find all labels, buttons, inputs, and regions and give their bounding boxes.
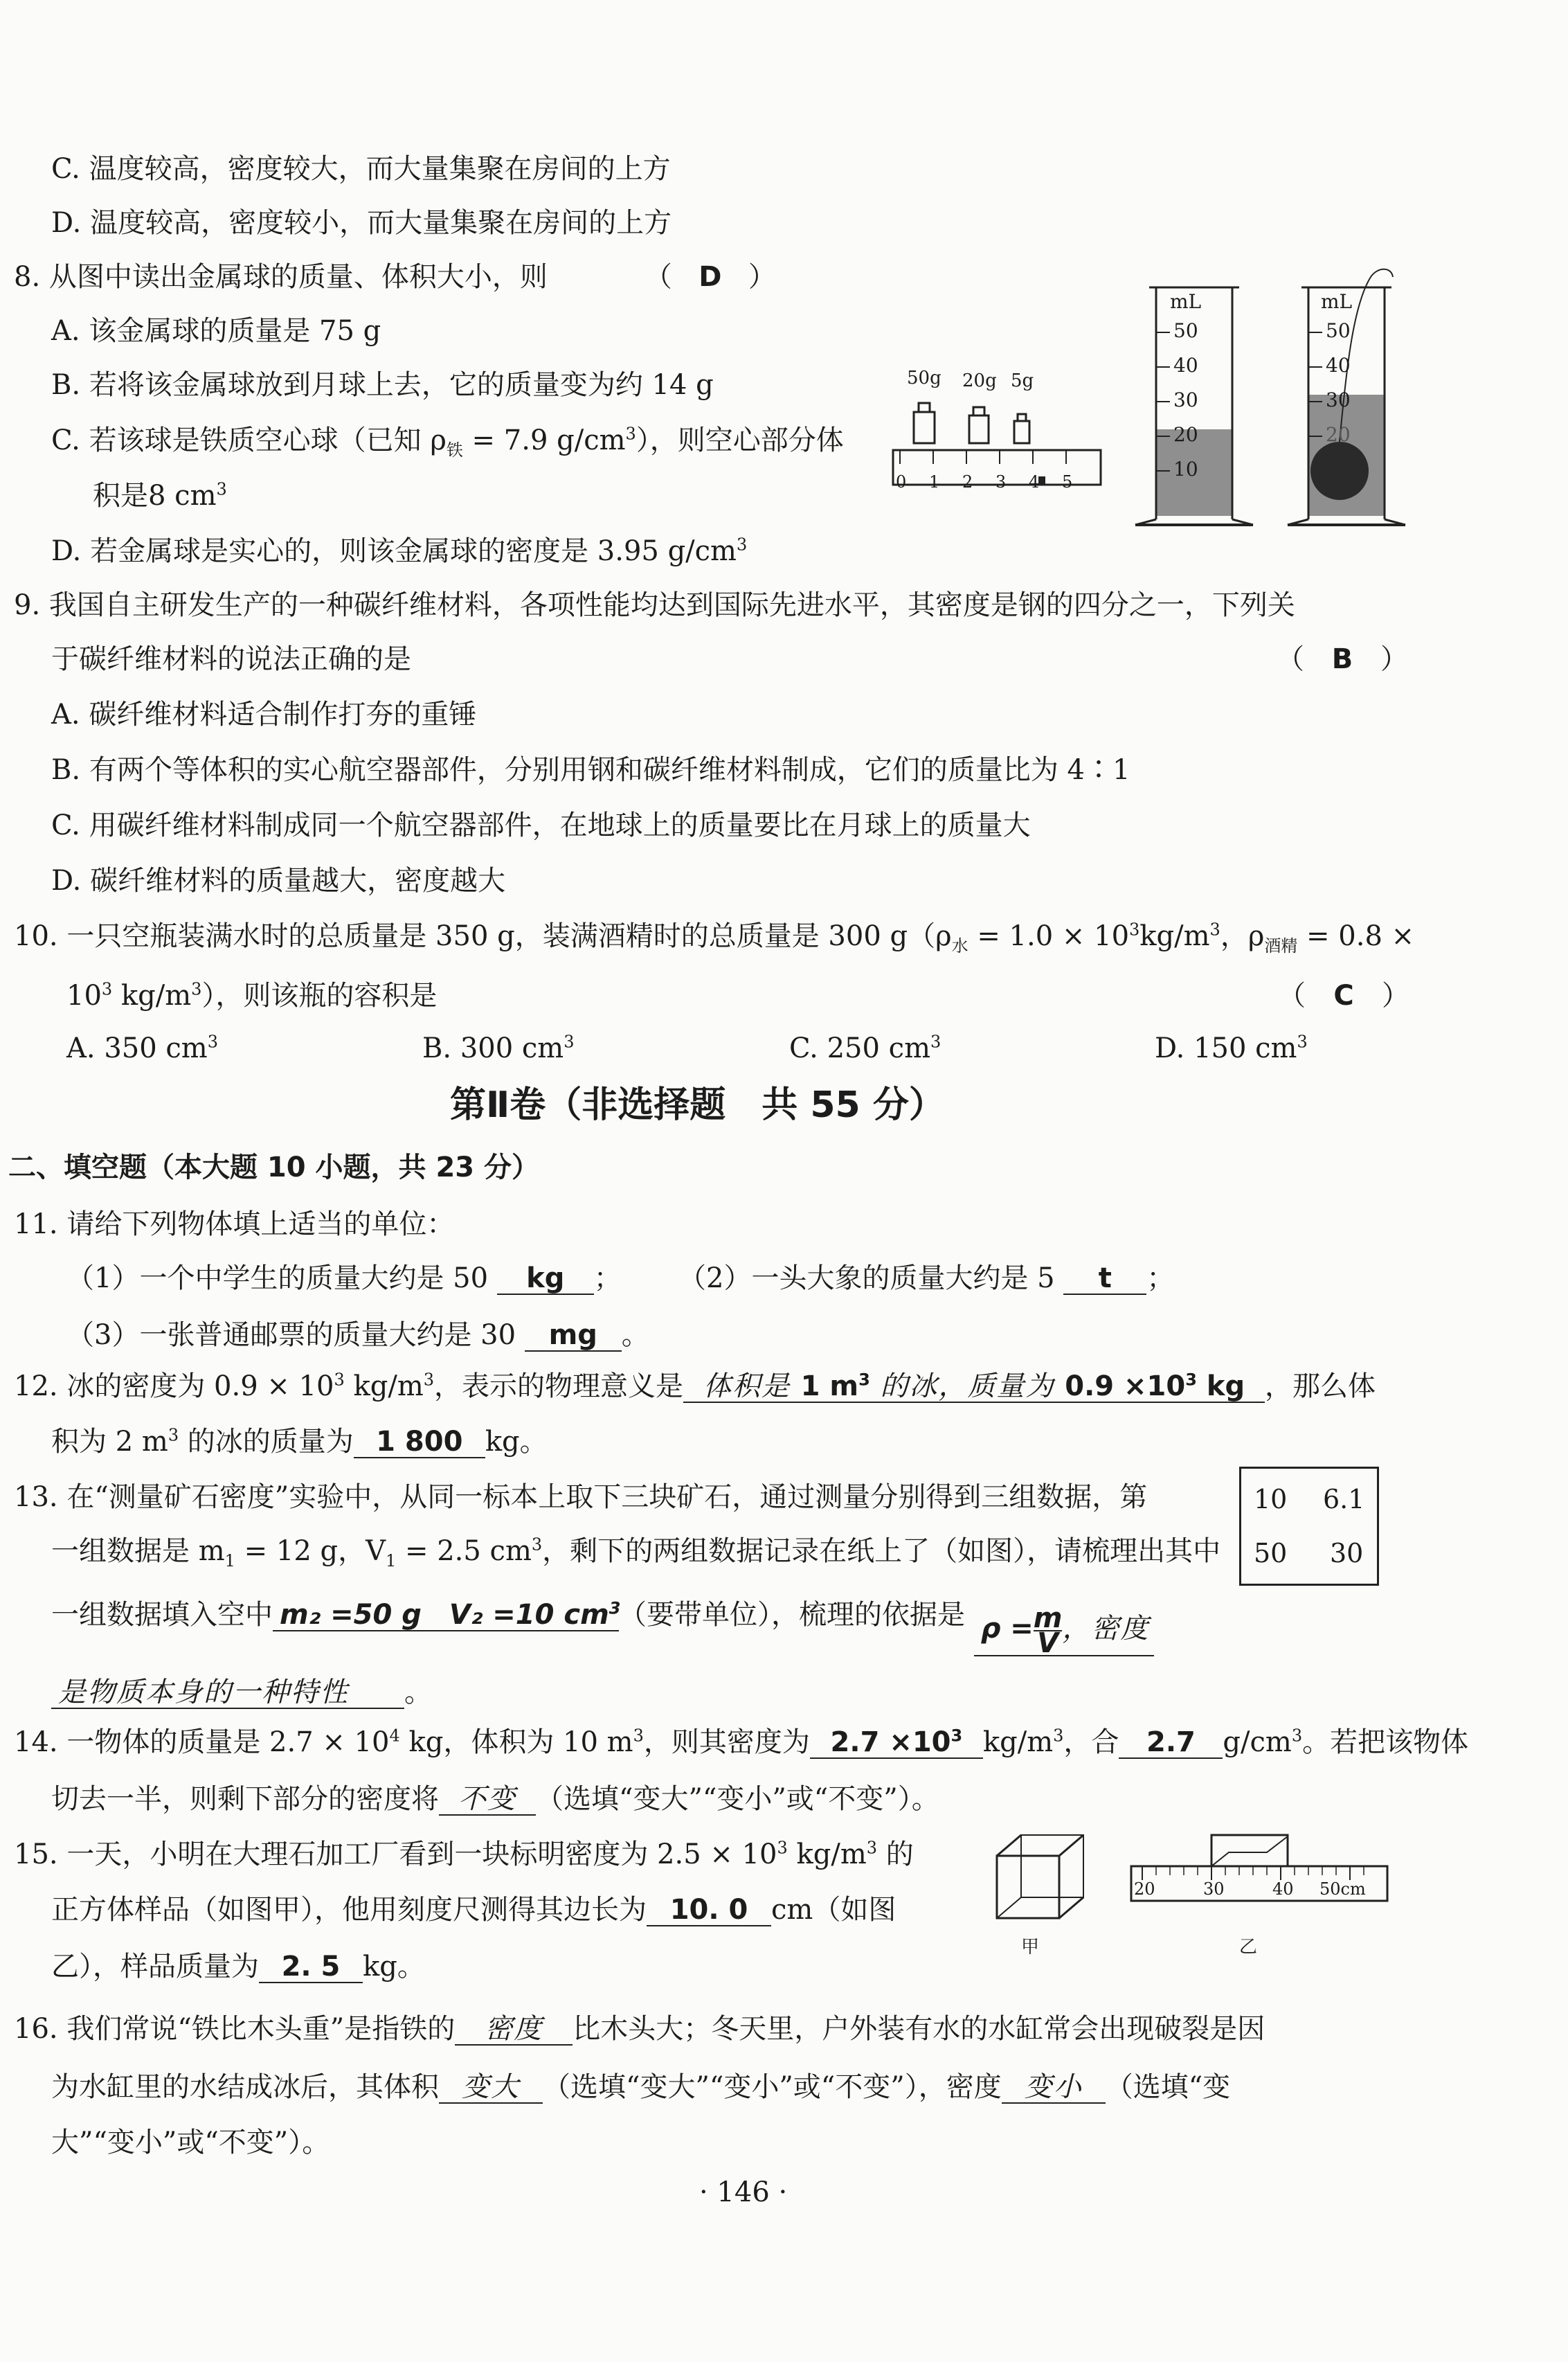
q13-answer-3: 是物质本身的一种特性 xyxy=(51,1677,404,1709)
q13-line-3: 一组数据填入空中 m₂ =50 g V₂ =10 $cm^3$（要带单位），梳理的依据是 ρ = $\frac{m}{V}$ ，密度 xyxy=(51,1593,1154,1643)
q10-stem-2: $10^3$ $kg/m^3$），则该瓶的容积是 （ C ） xyxy=(66,978,1409,1014)
balance-figure xyxy=(886,360,1115,499)
scale-tick: 4 xyxy=(1029,472,1040,492)
weight-50g-label: 50g xyxy=(907,368,941,388)
q15-line-3: 乙），样品质量为 2. 5 kg。 xyxy=(51,1951,425,1983)
scale-tick: 0 xyxy=(896,472,907,492)
q16-answer-2: 变大 xyxy=(439,2072,543,2104)
fig-label-a: 甲 xyxy=(1021,1937,1040,1958)
ruler-tick: 50cm xyxy=(1319,1879,1366,1899)
cyl2-tick: 40 xyxy=(1326,354,1351,377)
q15-line-2: 正方体样品（如图甲），他用刻度尺测得其边长为 10. 0 cm（如图 xyxy=(51,1894,896,1926)
q8-option-d: D. 若金属球是实心的，则该金属球的密度是 3.95 $g/cm^3$ xyxy=(51,535,748,567)
q11-answer-3: mg xyxy=(525,1320,622,1352)
q15-line-1: 15. 一天，小明在大理石加工厂看到一块标明密度为 $2.5 \times 10^3$ $kg/m^3$ 的 xyxy=(14,1838,914,1870)
q16-answer-3: 变小 xyxy=(1002,2072,1106,2104)
q10-option-b: B. 300 $cm^3$ xyxy=(422,1032,575,1064)
q15-answer-2: 2. 5 xyxy=(259,1951,363,1983)
q11-stem: 11. 请给下列物体填上适当的单位： xyxy=(14,1208,455,1240)
q10-answer: C xyxy=(1333,980,1354,1012)
scale-tick: 1 xyxy=(929,472,940,492)
cyl-tick: 50 xyxy=(1173,319,1198,342)
q12-line-1: 12. 冰的密度为 $0.9 \times 10^3$ $kg/m^3$，表示的物理意义是 体积是 1 $m^3$ 的冰，质量为 $0.9 \times 10^3$ kg ，那么体 xyxy=(14,1370,1376,1402)
cylinder-water xyxy=(1121,270,1260,540)
cyl-unit: mL xyxy=(1170,290,1202,313)
q9-option-d: D. 碳纤维材料的质量越大，密度越大 xyxy=(51,865,506,897)
cyl2-tick: 50 xyxy=(1326,319,1351,342)
box-value: 10 xyxy=(1254,1484,1288,1514)
q9-option-c: C. 用碳纤维材料制成同一个航空器部件，在地球上的质量要比在月球上的质量大 xyxy=(51,809,1031,841)
box-value: 6.1 xyxy=(1323,1484,1365,1514)
q8-option-c: C. 若该球是铁质空心球（已知 $\rho_铁 = 7.9$ $g/cm^3$），则空心部分体 xyxy=(51,424,844,460)
q14-answer-1: $2.7 \times 10^3$ xyxy=(810,1727,983,1759)
q13-line-1: 13. 在“测量矿石密度”实验中，从同一标本上取下三块矿石，通过测量分别得到三组数据，第 xyxy=(14,1481,1148,1513)
fig-label-b: 乙 xyxy=(1239,1937,1258,1958)
q9-stem-2: 于碳纤维材料的说法正确的是 （ B ） xyxy=(51,641,1408,677)
q10-option-d: D. 150 $cm^3$ xyxy=(1155,1032,1308,1064)
scale-tick: 3 xyxy=(995,472,1007,492)
cyl-tick: 10 xyxy=(1173,458,1198,481)
q8-option-b: B. 若将该金属球放到月球上去，它的质量变为约 14 g xyxy=(51,369,714,401)
q16-answer-1: 密度 xyxy=(455,2014,573,2046)
cyl-tick: 20 xyxy=(1173,423,1198,446)
cyl2-tick: 30 xyxy=(1326,388,1351,411)
q11-part2: （2）一头大象的质量大约是 5 t ； xyxy=(678,1262,1175,1294)
q13-line-4: 是物质本身的一种特性 。 xyxy=(51,1674,432,1710)
q11-answer-1: kg xyxy=(497,1263,594,1295)
q12-answer-2: 1 800 xyxy=(354,1426,485,1458)
ruler-tick: 30 xyxy=(1203,1879,1225,1899)
q8-option-a: A. 该金属球的质量是 75 g xyxy=(51,315,381,347)
q15-answer-1: 10. 0 xyxy=(647,1895,771,1926)
q12-line-2: 积为 2 $m^3$ 的冰的质量为 1 800 kg。 xyxy=(51,1425,548,1458)
box-value: 30 xyxy=(1330,1538,1364,1568)
q11-part3: （3）一张普通邮票的质量大约是 30 mg 。 xyxy=(66,1319,649,1351)
box-value: 50 xyxy=(1254,1538,1288,1568)
q8-stem: 8. 从图中读出金属球的质量、体积大小，则 （ D ） xyxy=(14,259,776,295)
q13-data-box xyxy=(1239,1467,1379,1586)
q9-stem-1: 9. 我国自主研发生产的一种碳纤维材料，各项性能均达到国际先进水平，其密度是钢的四分之一，下列关 xyxy=(14,589,1295,621)
scale-tick: 5 xyxy=(1062,472,1073,492)
q8-option-c-cont: 积是8 $cm^3$ xyxy=(93,479,227,512)
section-heading: 二、填空题（本大题 10 小题，共 23 分） xyxy=(8,1152,540,1183)
q9-option-a: A. 碳纤维材料适合制作打夯的重锤 xyxy=(51,699,477,731)
q12-answer-1: 体积是 1 $m^3$ 的冰，质量为 $0.9 \times 10^3$ kg xyxy=(683,1371,1265,1403)
q7-option-c: C. 温度较高，密度较大，而大量集聚在房间的上方 xyxy=(51,153,671,185)
q16-line-3: 大”“变小”或“不变”）。 xyxy=(51,2127,330,2158)
cube-icon xyxy=(990,1828,1094,1932)
q13-line-2: 一组数据是 $m_1 = 12$ g，$V_1 = 2.5$ $cm^3$，剩下的两组数据记录在纸上了（如图），请梳理出其中 xyxy=(51,1535,1221,1571)
cyl2-tick: 20 xyxy=(1326,423,1351,446)
part2-title: 第Ⅱ卷（非选择题 共 55 分） xyxy=(450,1084,945,1126)
q11-answer-2: t xyxy=(1063,1263,1146,1295)
page-number: · 146 · xyxy=(699,2176,788,2208)
q14-answer-2: 2.7 xyxy=(1119,1727,1223,1759)
q10-option-c: C. 250 $cm^3$ xyxy=(789,1032,941,1064)
q10-option-a: A. 350 $cm^3$ xyxy=(66,1032,218,1064)
q15-figure-ruler xyxy=(1128,1828,1391,1967)
q9-option-b: B. 有两个等体积的实心航空器部件，分别用钢和碳纤维材料制成，它们的质量比为 4∶1 xyxy=(51,754,1130,786)
q10-stem-1: 10. 一只空瓶装满水时的总质量是 350 g，装满酒精时的总质量是 300 $g(\rho_水 = 1.0 \times 10^3kg/m^3$，$\rho_{酒精} = 0.8$ × xyxy=(14,920,1415,956)
weight-20g-label: 20g xyxy=(962,370,997,391)
q8-answer: D xyxy=(699,261,722,293)
q13-answer-1: m₂ =50 g V₂ =10 $cm^3$ xyxy=(273,1600,619,1631)
weight-5g-label: 5g xyxy=(1011,370,1034,391)
cyl-tick: 40 xyxy=(1173,354,1198,377)
cylinder-with-ball xyxy=(1281,263,1419,540)
q14-answer-3: 不变 xyxy=(439,1784,536,1816)
q16-line-2: 为水缸里的水结成冰后，其体积 变大 （选填“变大”“变小”或“不变”），密度 变小 （选填“变 xyxy=(51,2071,1231,2103)
q14-line-1: 14. 一物体的质量是 $2.7 \times 10^4$ kg，体积为 10 $m^3$，则其密度为 $2.7 \times 10^3$ $kg/m^3$，合 2.7 $g/cm^3$。若把该物体 xyxy=(14,1726,1469,1758)
q14-line-2: 切去一半，则剩下部分的密度将 不变 （选填“变大”“变小”或“不变”）。 xyxy=(51,1783,939,1815)
cyl-tick: 30 xyxy=(1173,388,1198,411)
cyl2-unit: mL xyxy=(1321,290,1353,313)
q16-line-1: 16. 我们常说“铁比木头重”是指铁的 密度 比木头大；冬天里，户外装有水的水缸常会出现破裂是因 xyxy=(14,2013,1265,2045)
q7-option-d: D. 温度较高，密度较小，而大量集聚在房间的上方 xyxy=(51,207,672,239)
q13-answer-2: ρ = $\frac{m}{V}$ ，密度 xyxy=(974,1607,1154,1656)
q11-part1: （1）一个中学生的质量大约是 50 kg ； xyxy=(66,1262,622,1294)
scale-tick: 2 xyxy=(962,472,973,492)
ruler-tick: 20 xyxy=(1134,1879,1155,1899)
q15-figure-cube xyxy=(990,1828,1094,1967)
q9-answer: B xyxy=(1331,643,1353,675)
ruler-tick: 40 xyxy=(1272,1879,1294,1899)
